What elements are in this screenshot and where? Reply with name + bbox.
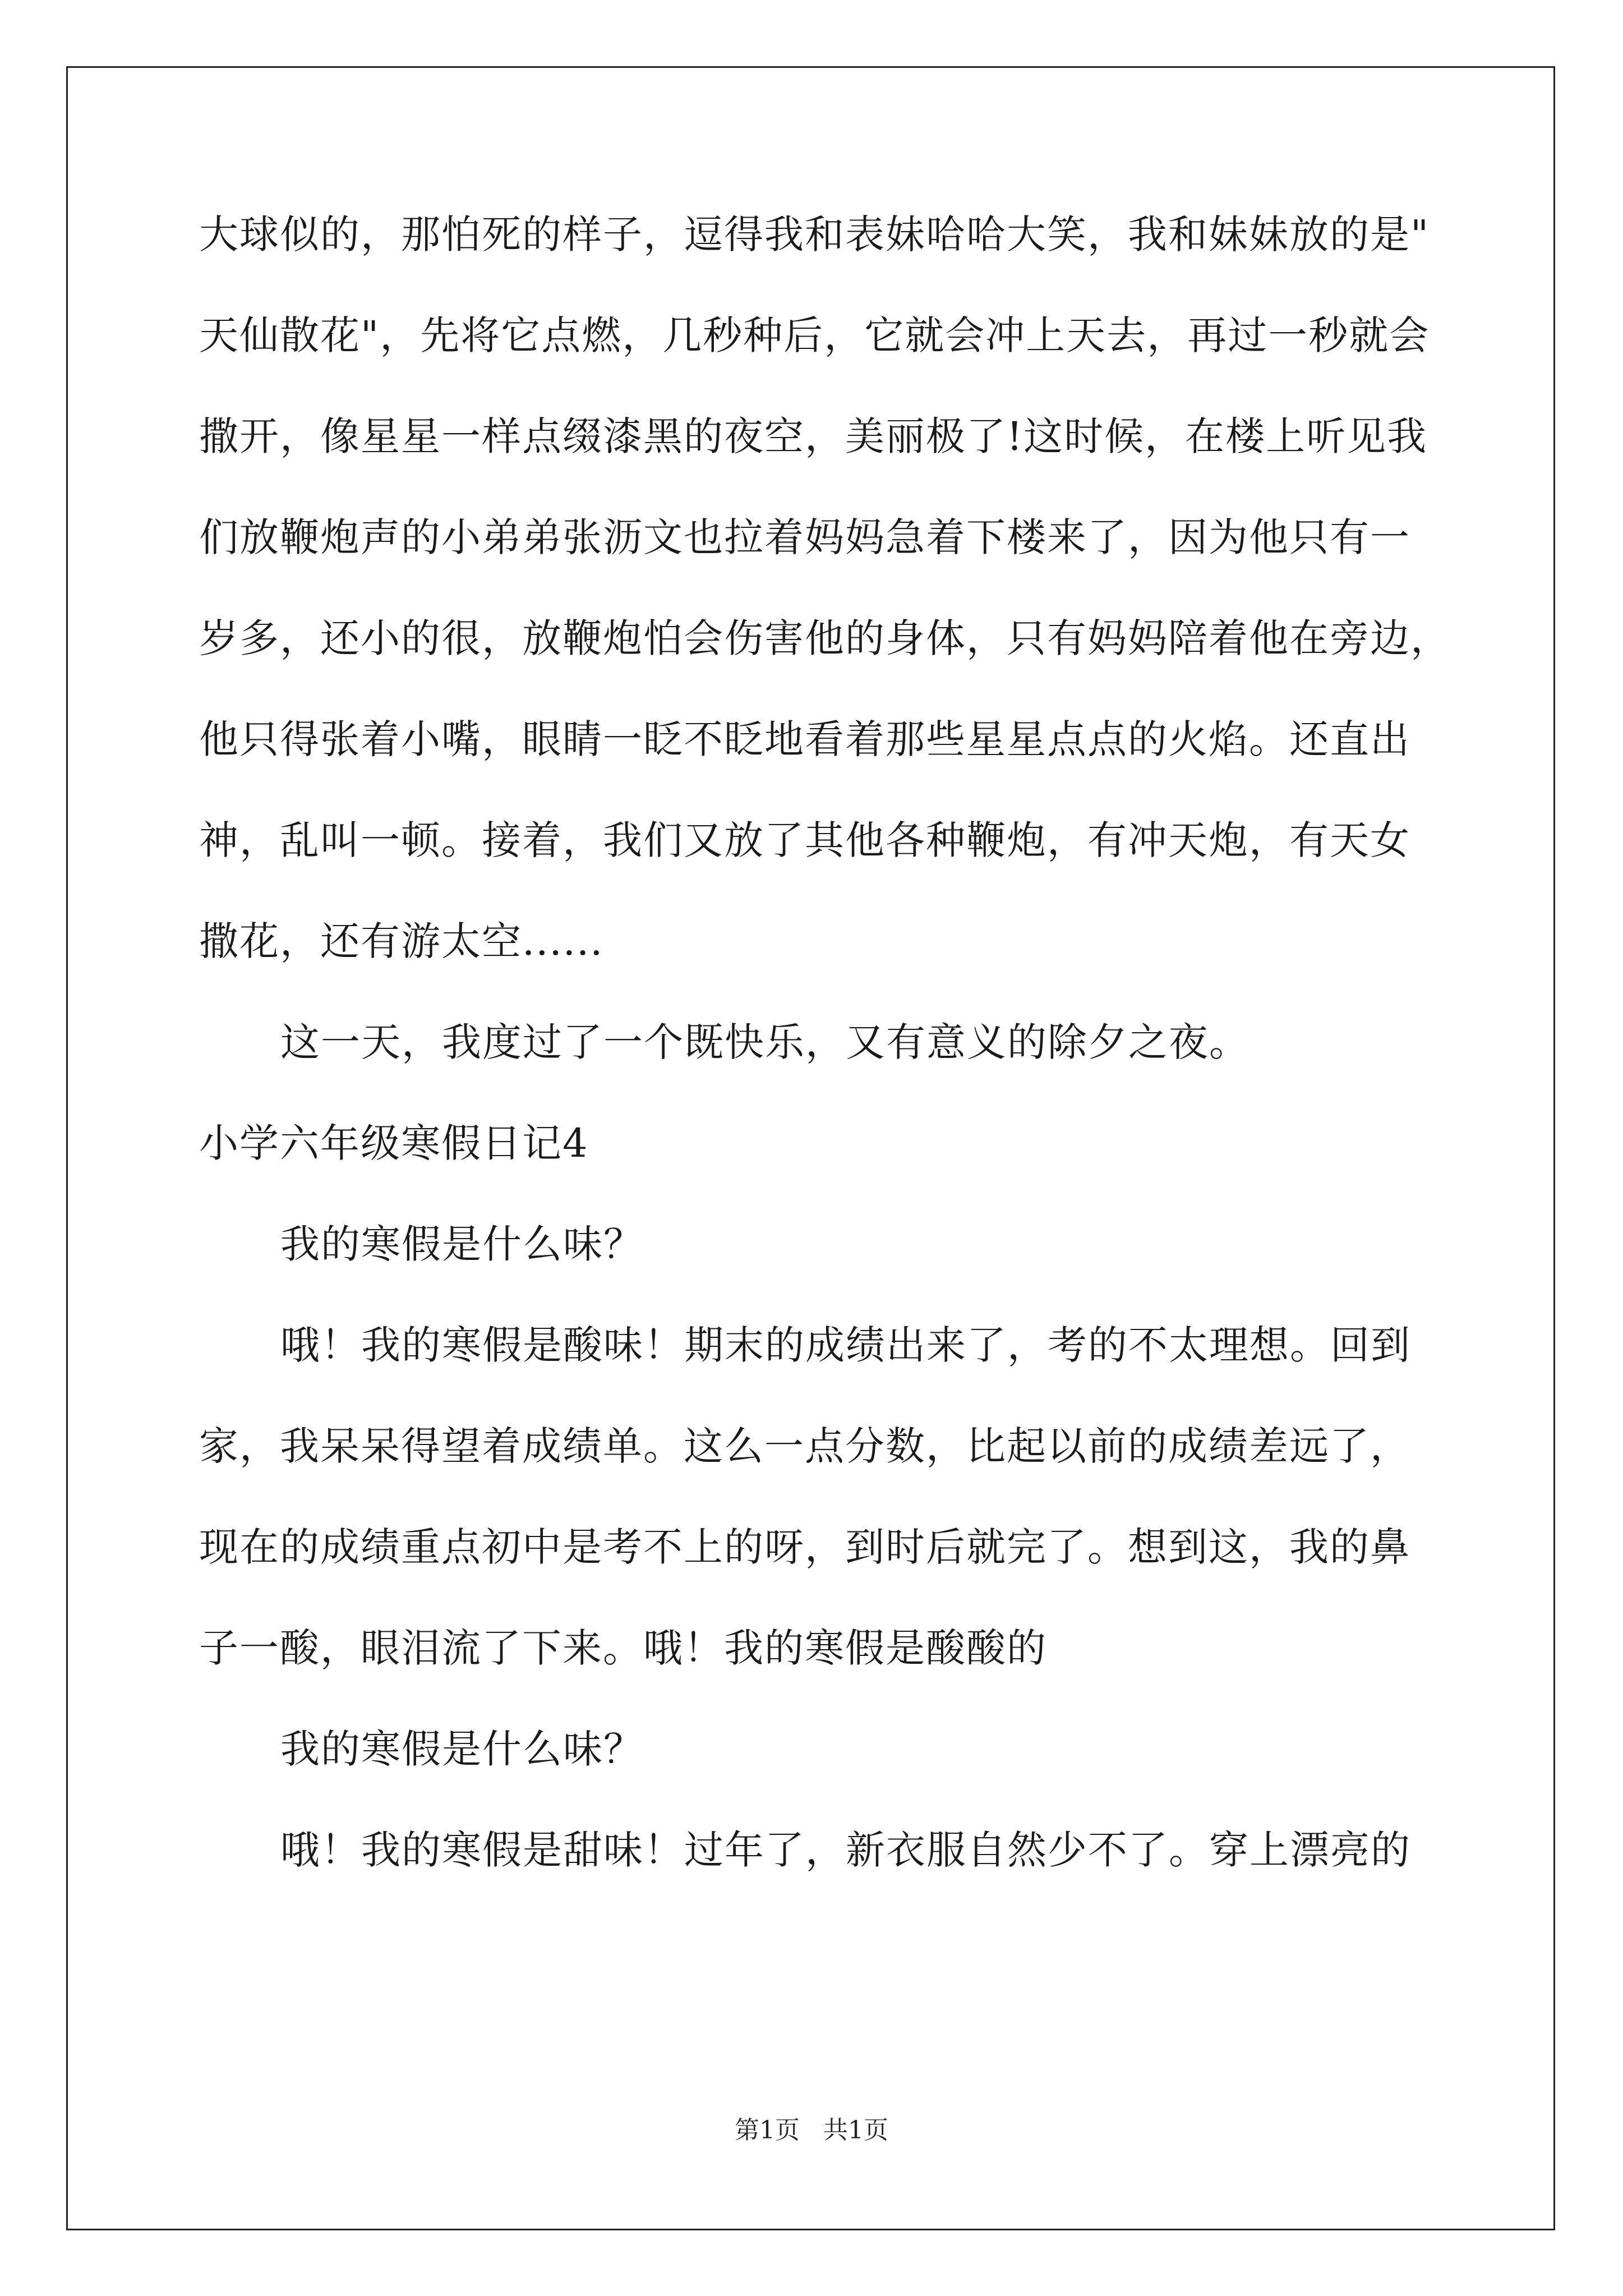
text-line: 们放鞭炮声的小弟弟张沥文也拉着妈妈急着下楼来了，因为他只有一 [199, 514, 1410, 560]
text-line: 撒花，还有游太空...... [199, 918, 604, 964]
text-line: 现在的成绩重点初中是考不上的呀，到时后就完了。想到这，我的鼻 [199, 1524, 1410, 1570]
paragraph-line: 我的寒假是什么味？ [280, 1726, 644, 1772]
text-line: 他只得张着小嘴，眼睛一眨不眨地看着那些星星点点的火焰。还直出 [199, 716, 1410, 762]
text-line: 子一酸，眼泪流了下来。哦！我的寒假是酸酸的 [199, 1625, 1047, 1671]
text-line: 家，我呆呆得望着成绩单。这么一点分数，比起以前的成绩差远了， [199, 1423, 1410, 1469]
paragraph-line: 这一天，我度过了一个既快乐，又有意义的除夕之夜。 [280, 1019, 1249, 1065]
paragraph-line: 哦！我的寒假是甜味！过年了，新衣服自然少不了。穿上漂亮的 [280, 1827, 1411, 1873]
text-line: 大球似的，那怕死的样子，逗得我和表妹哈哈大笑，我和妹妹放的是" [199, 211, 1430, 257]
paragraph-line: 哦！我的寒假是酸味！期末的成绩出来了，考的不太理想。回到 [280, 1322, 1411, 1368]
text-line: 神，乱叫一顿。接着，我们又放了其他各种鞭炮，有冲天炮，有天女 [199, 817, 1410, 863]
text-line: 撒开，像星星一样点缀漆黑的夜空，美丽极了!这时候，在楼上听见我 [199, 413, 1428, 459]
section-heading: 小学六年级寒假日记4 [199, 1120, 589, 1166]
paragraph-line: 我的寒假是什么味？ [280, 1221, 644, 1267]
page-footer: 第1页 共1页 [735, 2116, 888, 2145]
text-line: 岁多，还小的很，放鞭炮怕会伤害他的身体，只有妈妈陪着他在旁边， [199, 615, 1451, 661]
text-line: 天仙散花"，先将它点燃，几秒种后，它就会冲上天去，再过一秒就会 [199, 312, 1430, 358]
